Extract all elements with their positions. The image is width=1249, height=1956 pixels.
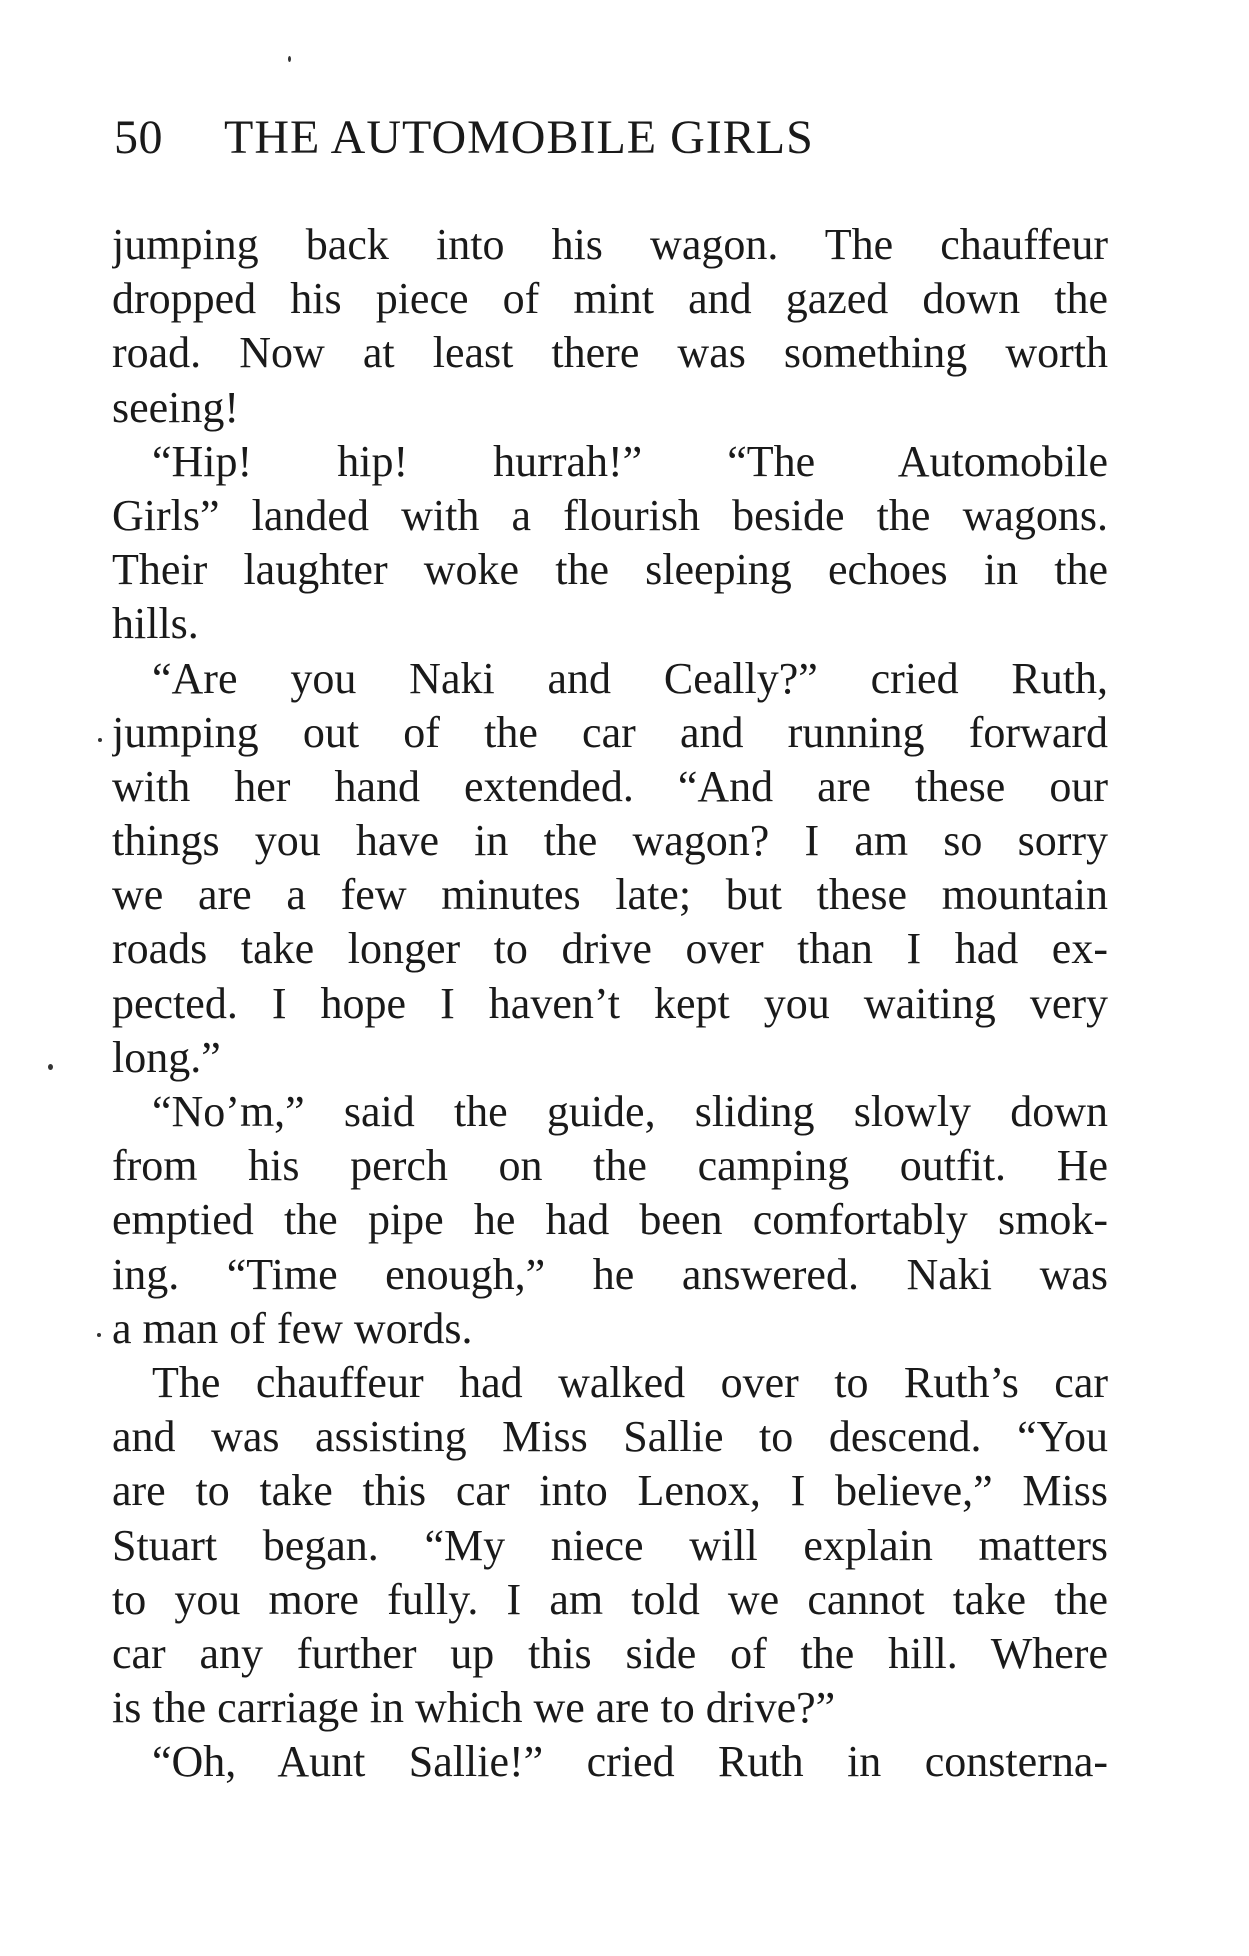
paragraph-first-line: “No’m,” said the guide, sliding slowly down xyxy=(152,1087,1108,1136)
paragraph-first-line: “Are you Naki and Ceally?” cried Ruth, xyxy=(152,653,1108,703)
text-line: seeing! xyxy=(112,382,240,432)
text-line: roads take longer to drive over than I had ex- xyxy=(112,924,1108,974)
text-line: Their laughter woke the sleeping echoes in the xyxy=(112,545,1108,595)
text-line: Girls” landed with a flourish beside the wagons. xyxy=(112,490,1108,540)
text-line: emptied the pipe he had been comfortably smok- xyxy=(112,1195,1108,1245)
text-line: road. Now at least there was something worth xyxy=(112,328,1108,378)
text-line: pected. I hope I haven’t kept you waiting very xyxy=(112,978,1108,1028)
body-text xyxy=(112,218,1108,1789)
scan-speck xyxy=(48,1064,53,1070)
running-head xyxy=(114,108,1114,168)
scan-speck xyxy=(97,1333,101,1337)
paragraph-first-line: “Oh, Aunt Sallie!” cried Ruth in consterna- xyxy=(152,1737,1108,1787)
text-line: to you more fully. I am told we cannot take the xyxy=(112,1574,1108,1624)
text-line: car any further up this side of the hill. Where xyxy=(112,1628,1108,1678)
text-line: long.” xyxy=(112,1032,221,1082)
text-line: things you have in the wagon? I am so sorry xyxy=(112,816,1108,866)
paragraph-first-line: “Hip! hip! hurrah!” “The Automobile xyxy=(152,436,1108,486)
text-line: we are a few minutes late; but these mountain xyxy=(112,870,1108,920)
text-line: jumping out of the car and running forward xyxy=(112,707,1108,757)
book-title: THE AUTOMOBILE GIRLS xyxy=(224,111,814,164)
text-line: is the carriage in which we are to drive?” xyxy=(112,1683,836,1733)
text-line: Stuart began. “My niece will explain matters xyxy=(112,1520,1108,1570)
text-line: from his perch on the camping outfit. He xyxy=(112,1141,1108,1191)
text-line: jumping back into his wagon. The chauffeur xyxy=(112,220,1108,269)
text-line: hills. xyxy=(112,599,199,649)
text-line: with her hand extended. “And are these our xyxy=(112,761,1108,811)
page-number: 50 xyxy=(114,111,163,164)
scan-speck xyxy=(288,56,291,62)
text-line: are to take this car into Lenox, I believe,” Miss xyxy=(112,1466,1108,1516)
scan-speck xyxy=(98,738,102,742)
text-line: ing. “Time enough,” he answered. Naki was xyxy=(112,1249,1108,1299)
text-line: dropped his piece of mint and gazed down the xyxy=(112,274,1108,324)
text-line: and was assisting Miss Sallie to descend. “You xyxy=(112,1412,1108,1462)
text-line: a man of few words. xyxy=(112,1303,473,1353)
paragraph-first-line: The chauffeur had walked over to Ruth’s car xyxy=(152,1357,1108,1407)
